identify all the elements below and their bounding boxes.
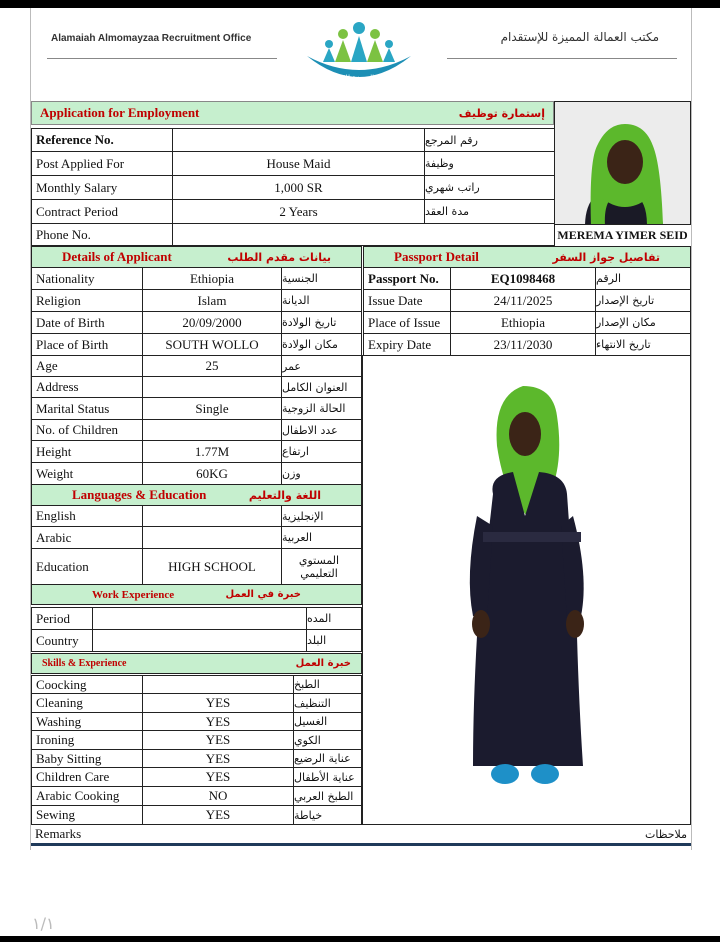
period-value <box>92 607 307 630</box>
english-label-ar: الإنجليزية <box>281 505 362 527</box>
passport-header-ar: تفاصيل جواز السفر <box>552 250 660 264</box>
remarks-row <box>31 824 691 846</box>
marital-label-ar: الحالة الزوجية <box>281 397 362 420</box>
office-logo-icon <box>299 18 419 90</box>
application-title-ar: إستمارة توظيف <box>458 106 545 120</box>
applicant-headshot <box>554 101 691 225</box>
reference-label: Reference No. <box>31 128 173 152</box>
pob-label-ar: مكان الولادة <box>281 333 362 356</box>
skill-label-ar: التنظيف <box>293 693 362 713</box>
full-body-photo-icon <box>453 376 613 816</box>
children-value <box>142 419 282 441</box>
skill-value: YES <box>142 767 294 787</box>
place-of-issue-label-ar: مكان الإصدار <box>595 311 691 334</box>
dob-value: 20/09/2000 <box>142 311 282 334</box>
age-label-ar: عمر <box>281 355 362 377</box>
skill-value: NO <box>142 786 294 806</box>
country-value <box>92 629 307 652</box>
full-body-photo-area <box>362 355 691 825</box>
phone-label: Phone No. <box>31 223 173 246</box>
passport-no-value: EQ1098468 <box>450 267 596 290</box>
nationality-label-ar: الجنسية <box>281 267 362 290</box>
skill-label: Children Care <box>31 767 143 787</box>
details-header-en: Details of Applicant <box>62 249 172 264</box>
place-of-issue-value: Ethiopia <box>450 311 596 334</box>
svg-text:العمالة المميزة للإستقدام: العمالة المميزة للإستقدام <box>322 74 396 82</box>
skill-label: Coocking <box>31 675 143 694</box>
passport-header-en: Passport Detail <box>394 249 479 264</box>
work-header-en: Work Experience <box>92 588 175 601</box>
age-label: Age <box>31 355 143 377</box>
children-label-ar: عدد الاطفال <box>281 419 362 441</box>
remarks-label-ar: ملاحظات <box>645 827 687 841</box>
remarks-label: Remarks <box>35 826 82 841</box>
skill-label: Baby Sitting <box>31 749 143 768</box>
skill-label: Ironing <box>31 730 143 750</box>
reference-value <box>172 128 425 152</box>
height-label-ar: ارتفاع <box>281 440 362 463</box>
skill-label-ar: الطبخ <box>293 675 362 694</box>
reference-label-ar: رقم المرجع <box>424 128 555 152</box>
post-label-ar: وظيفة <box>424 151 555 176</box>
details-header-ar: بيانات مقدم الطلب <box>227 250 331 264</box>
children-label: No. of Children <box>31 419 143 441</box>
dob-label: Date of Birth <box>31 311 143 334</box>
issue-date-value: 24/11/2025 <box>450 289 596 312</box>
skill-label-ar: عناية الرضيع <box>293 749 362 768</box>
form-frame <box>30 8 692 850</box>
education-value: HIGH SCHOOL <box>142 548 282 585</box>
contract-label: Contract Period <box>31 199 173 224</box>
education-label: Education <box>31 548 143 585</box>
country-label-ar: البلد <box>306 629 362 652</box>
applicant-name: MEREMA YIMER SEID <box>557 227 688 242</box>
issue-date-label: Issue Date <box>363 289 451 312</box>
skill-value: YES <box>142 805 294 825</box>
address-label: Address <box>31 376 143 398</box>
skill-label-ar: الطبخ العربي <box>293 786 362 806</box>
languages-header-en: Languages & Education <box>72 487 207 502</box>
application-title-en: Application for Employment <box>40 105 200 120</box>
work-header-ar: خبرة في العمل <box>225 589 301 600</box>
weight-label-ar: وزن <box>281 462 362 485</box>
passport-no-label: Passport No. <box>363 267 451 290</box>
document-page <box>0 8 720 936</box>
skill-label: Arabic Cooking <box>31 786 143 806</box>
skill-label-ar: الغسيل <box>293 712 362 731</box>
post-label: Post Applied For <box>31 151 173 176</box>
skill-label-ar: عناية الأطفال <box>293 767 362 787</box>
weight-label: Weight <box>31 462 143 485</box>
marital-label: Marital Status <box>31 397 143 420</box>
passport-header <box>363 246 691 268</box>
marital-value: Single <box>142 397 282 420</box>
details-header <box>31 246 362 268</box>
religion-label: Religion <box>31 289 143 312</box>
skill-value: YES <box>142 749 294 768</box>
country-label: Country <box>31 629 93 652</box>
height-value: 1.77M <box>142 440 282 463</box>
skill-label: Washing <box>31 712 143 731</box>
expiry-date-value: 23/11/2030 <box>450 333 596 356</box>
page-number: ١/١ <box>32 914 55 933</box>
pob-label: Place of Birth <box>31 333 143 356</box>
arabic-label-ar: العربية <box>281 526 362 549</box>
address-value <box>142 376 282 398</box>
nationality-value: Ethiopia <box>142 267 282 290</box>
skills-header-en: Skills & Experience <box>42 658 127 669</box>
post-value: House Maid <box>172 151 425 176</box>
age-value: 25 <box>142 355 282 377</box>
skill-value: YES <box>142 730 294 750</box>
headshot-photo-icon <box>555 102 691 225</box>
nationality-label: Nationality <box>31 267 143 290</box>
expiry-date-label: Expiry Date <box>363 333 451 356</box>
contract-value: 2 Years <box>172 199 425 224</box>
skill-label: Sewing <box>31 805 143 825</box>
skill-label-ar: خياطة <box>293 805 362 825</box>
arabic-value <box>142 526 282 549</box>
work-header <box>31 584 362 605</box>
skill-label: Cleaning <box>31 693 143 713</box>
office-name-en: Alamaiah Almomayzaa Recruitment Office <box>51 33 252 44</box>
contract-label-ar: مدة العقد <box>424 199 555 224</box>
skill-value: YES <box>142 693 294 713</box>
address-label-ar: العنوان الكامل <box>281 376 362 398</box>
religion-value: Islam <box>142 289 282 312</box>
english-value <box>142 505 282 527</box>
issue-date-label-ar: تاريخ الإصدار <box>595 289 691 312</box>
weight-value: 60KG <box>142 462 282 485</box>
religion-label-ar: الديانة <box>281 289 362 312</box>
phone-value <box>172 223 555 246</box>
salary-value: 1,000 SR <box>172 175 425 200</box>
height-label: Height <box>31 440 143 463</box>
letterhead-rule-right <box>447 58 677 59</box>
application-title-bar <box>31 101 554 125</box>
pob-value: SOUTH WOLLO <box>142 333 282 356</box>
skill-label-ar: الكوي <box>293 730 362 750</box>
languages-header <box>31 484 362 506</box>
office-name-ar: مكتب العمالة المميزة للإستقدام <box>500 30 659 44</box>
languages-header-ar: اللغة والتعليم <box>248 488 321 502</box>
salary-label-ar: راتب شهري <box>424 175 555 200</box>
salary-label: Monthly Salary <box>31 175 173 200</box>
arabic-label: Arabic <box>31 526 143 549</box>
period-label: Period <box>31 607 93 630</box>
letterhead-rule-left <box>47 58 277 59</box>
skills-header <box>31 653 362 674</box>
place-of-issue-label: Place of Issue <box>363 311 451 334</box>
education-label-ar: المستوي التعليمي <box>281 548 362 585</box>
expiry-date-label-ar: تاريخ الانتهاء <box>595 333 691 356</box>
english-label: English <box>31 505 143 527</box>
period-label-ar: المده <box>306 607 362 630</box>
passport-no-label-ar: الرقم <box>595 267 691 290</box>
skill-value <box>142 675 294 694</box>
skills-header-ar: خبرة العمل <box>295 658 351 669</box>
dob-label-ar: تاريخ الولادة <box>281 311 362 334</box>
skill-value: YES <box>142 712 294 731</box>
